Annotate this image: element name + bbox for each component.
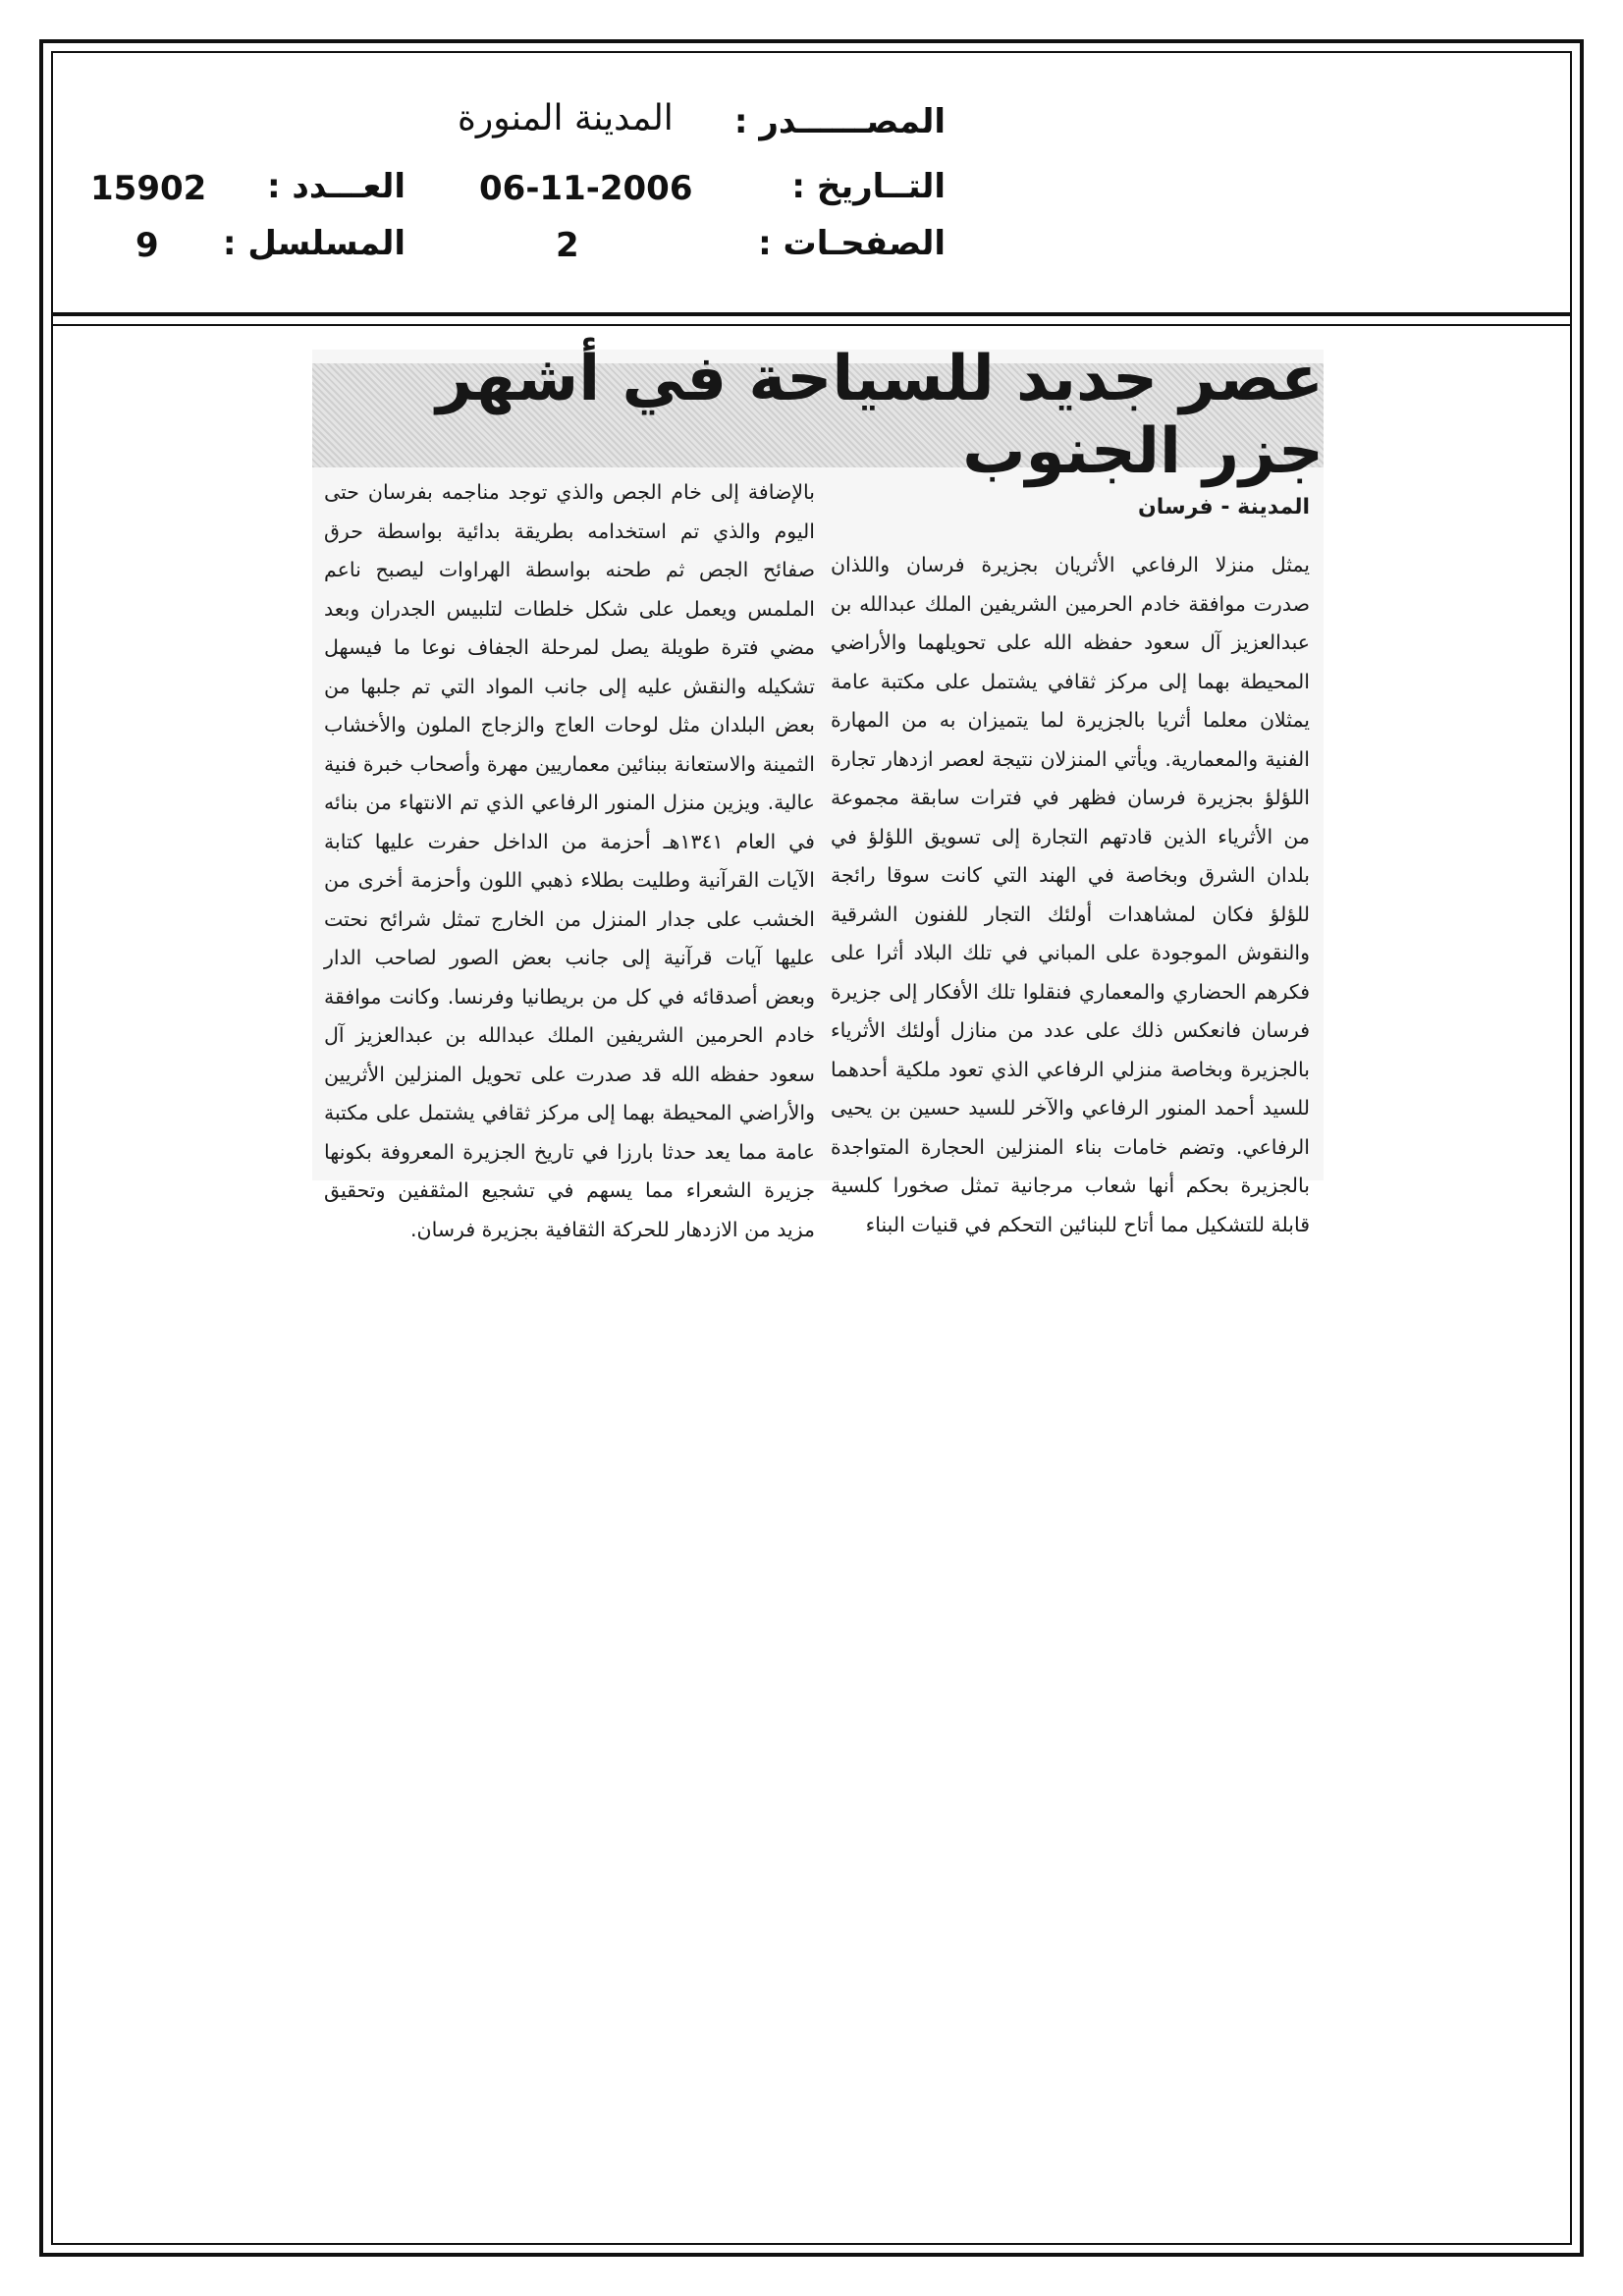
article-right-column: يمثل منزلا الرفاعي الأثريان بجزيرة فرسان واللذان صدرت موافقة خادم الحرمين الشريفين الملك عبدالله بن عبدالعزيز آل سعود حفظه الله على تحويلهما والأراضي المحيطة بهما إلى مركز ثقافي يشتمل على مكتبة عامة يمثلان معلما أثريا بالجزيرة لما يتميزان به من المهارة الفنية والمعمارية. ويأتي المنزلان نتيجة لعصر ازدهار تجارة اللؤلؤ بجزيرة فرسان فظهر في فترات سابقة مجموعة من الأثرياء الذين قادتهم التجارة إلى تسويق اللؤلؤ في بلدان الشرق وبخاصة في الهند التي كانت سوقا رائجة للؤلؤ فكان لمشاهدات أولئك التجار للفنون الشرقية والنقوش الموجودة على المباني في تلك البلاد أثرا على فكرهم الحضاري والمعماري فنقلوا تلك الأفكار إلى جزيرة فرسان فانعكس ذلك على عدد من منازل أولئك الأثرياء بالجزيرة وبخاصة منزلي الرفاعي الذي تعود ملكية أحدهما للسيد أحمد المنور الرفاعي والآخر للسيد حسين بن يحيى الرفاعي. وتضم خامات بناء المنزلين الحجارة المتواجدة بالجزيرة بحكم أنها شعاب مرجانية تمثل صخورا كلسية قابلة للتشكيل مما أتاح للبنائين التحكم في قنيات البناء [831, 553, 1310, 1236]
pages-label: الصفحـات : [758, 224, 946, 263]
issue-value: 15902 [90, 169, 207, 208]
pages-value: 2 [556, 226, 579, 265]
issue-label: العـــدد : [267, 167, 406, 206]
article-dateline: المدينة - فرسان [1137, 495, 1310, 519]
date-value: 06-11-2006 [479, 169, 693, 208]
headline-band [312, 343, 1324, 488]
date-label: التــاريخ : [791, 167, 946, 206]
source-value: المدينة المنورة [458, 98, 674, 138]
header-divider [51, 312, 1572, 316]
article-left-column: بالإضافة إلى خام الجص والذي توجد مناجمه بفرسان حتى اليوم والذي تم استخدامه بطريقة بدائية بواسطة حرق صفائح الجص ثم طحنه بواسطة الهراوات ليصبح ناعم الملمس ويعمل على شكل خلطات لتلبيس الجدران وبعد مضي فترة طويلة يصل لمرحلة الجفاف نوعا ما فيسهل تشكيله والنقش عليه إلى جانب المواد التي تم جلبها من بعض البلدان مثل لوحات العاج والزجاج الملون والأخشاب الثمينة والاستعانة ببنائين معماريين مهرة وأصحاب خبرة فنية عالية. ويزين منزل المنور الرفاعي الذي تم الانتهاء من بنائه في العام ١٣٤١هـ أحزمة من الداخل حفرت عليها كتابة الآيات القرآنية وطليت بطلاء ذهبي اللون وأحزمة أخرى من الخشب على جدار المنزل من الخارج تمثل شرائح نحتت عليها آيات قرآنية إلى جانب بعض الصور لصاحب الدار وبعض أصدقائه في كل من بريطانيا وفرنسا. وكانت موافقة خادم الحرمين الشريفين الملك عبدالله بن عبدالعزيز آل سعود حفظه الله قد صدرت على تحويل المنزلين الأثريين والأراضي المحيطة بهما إلى مركز ثقافي يشتمل على مكتبة عامة مما يعد حدثا بارزا في تاريخ الجزيرة المعروفة بكونها جزيرة الشعراء مما يسهم في تشجيع المثقفين وتحقيق مزيد من الازدهار للحركة الثقافية بجزيرة فرسان. [324, 480, 815, 1241]
header-divider-inner [51, 324, 1572, 326]
serial-value: 9 [135, 226, 159, 265]
serial-label: المسلسل : [222, 224, 406, 263]
article-title: عصر جديد للسياحة في أشهر جزر الجنوب [436, 343, 1324, 488]
source-label: المصــــــدر : [733, 102, 946, 141]
